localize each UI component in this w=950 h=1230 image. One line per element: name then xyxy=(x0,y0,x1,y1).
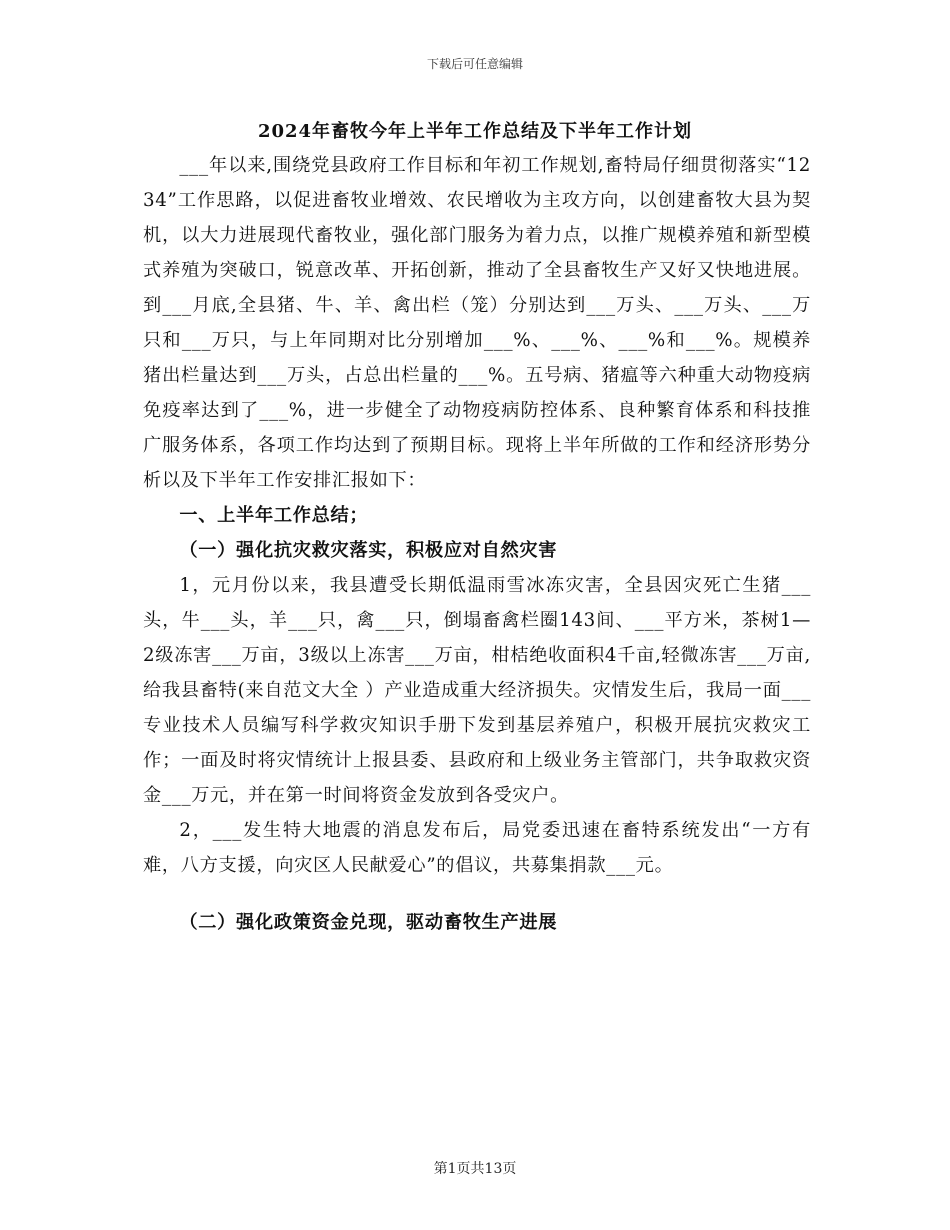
page-header-note: 下载后可任意编辑 xyxy=(426,57,523,71)
document-title: 2024年畜牧今年上半年工作总结及下半年工作计划 xyxy=(257,121,693,142)
paragraph-disaster-losses: 1，元月份以来，我县遭受长期低温雨雪冰冻灾害，全县因灾死亡生猪___头，牛___头，羊___只，禽___只，倒塌畜禽栏圈143间、___平方米，茶树1—2级冻害___万亩，3级以上冻害___万亩，柑桔绝收面积4千亩,轻微冻害___万亩,给我县畜特(来自范文大全 ）产业造成重大经济损失。灾情发生后，我局一面___专业技术人员编写科学救灾知识手册下发到基层养殖户，积极开展抗灾救灾工作；一面及时将灾情统计上报县委、县政府和上级业务主管部门，共争取救灾资金___万元，并在第一时间将资金发放到各受灾户。 xyxy=(143,575,811,806)
paragraph-intro: ___年以来,围绕党县政府工作目标和年初工作规划,畜特局仔细贯彻落实“1234”工作思路，以促进畜牧业增效、农民增收为主攻方向，以创建畜牧大县为契机，以大力进展现代畜牧业，强化部门服务为着力点，以推广规模养殖和新型模式养殖为突破口，锐意改革、开拓创新，推动了全县畜牧生产又好又快地进展。到___月底,全县猪、牛、羊、禽出栏（笼）分别达到___万头、___万头、___万只和___万只，与上年同期对比分别增加___%、___%、___%和___%。规模养猪出栏量达到___万头，占总出栏量的___%。五号病、猪瘟等六种重大动物疫病免疫率达到了___%，进一步健全了动物疫病防控体系、良种繁育体系和科技推广服务体系，各项工作均达到了预期目标。现将上半年所做的工作和经济形势分析以及下半年工作安排汇报如下： xyxy=(143,155,811,491)
document-body xyxy=(143,148,811,940)
page-number: 第1页共13页 xyxy=(433,1161,517,1177)
subsection-heading-policy-funds: （二）强化政策资金兑现，驱动畜牧生产进展 xyxy=(179,912,558,933)
subsection-heading-disaster-relief: （一）强化抗灾救灾落实，积极应对自然灾害 xyxy=(179,540,558,561)
paragraph-earthquake-donation: 2，___发生特大地震的消息发布后，局党委迅速在畜特系统发出“一方有难，八方支援，向灾区人民献爱心”的倡议，共募集捐款___元。 xyxy=(143,820,811,876)
section-heading-summary: 一、上半年工作总结； xyxy=(179,505,369,526)
